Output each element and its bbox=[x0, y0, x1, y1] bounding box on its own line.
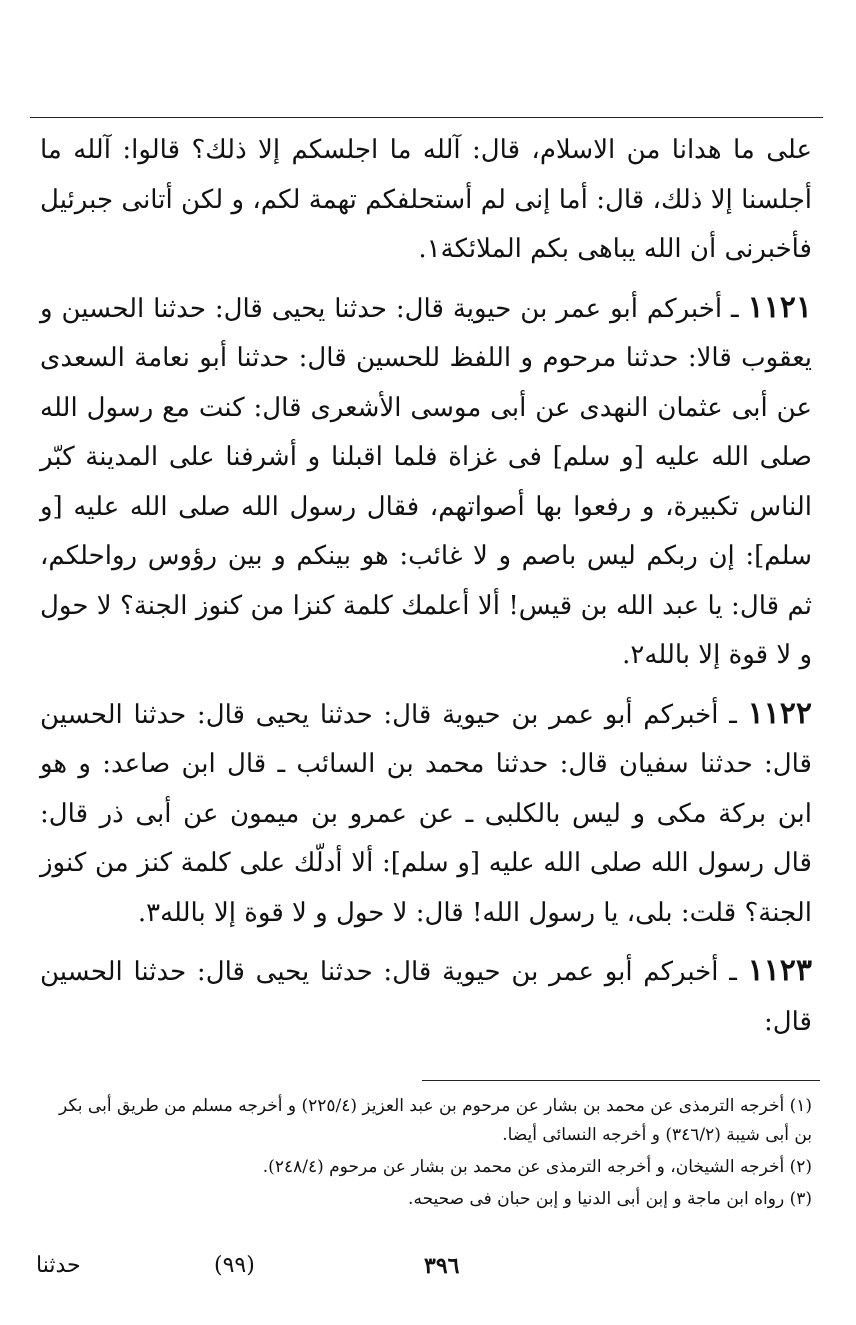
hadith-text: ـ أخبركم أبو عمر بن حيوية قال: حدثنا يحيى قال: حدثنا الحسين قال: bbox=[40, 957, 812, 1037]
page-number: ٣٩٦ bbox=[424, 1253, 460, 1279]
catchword: حدثنا bbox=[36, 1253, 81, 1278]
page-footer bbox=[36, 1253, 812, 1287]
paragraph-continuation bbox=[40, 126, 812, 275]
footnote-rule bbox=[422, 1080, 820, 1081]
hadith-number: ١١٢١ bbox=[747, 289, 812, 325]
footnote-3: (٣) رواه ابن ماجة و إبن أبى الدنيا و إبن حبان فى صحيحه. bbox=[408, 1189, 812, 1209]
hadith-1122 bbox=[40, 689, 812, 939]
signature-mark: (٩٩) bbox=[214, 1253, 255, 1278]
hadith-number: ١١٢٢ bbox=[747, 695, 813, 731]
hadith-text: ـ أخبركم أبو عمر بن حيوية قال: حدثنا يحيى قال: حدثنا الحسين و يعقوب قالا: حدثنا مرحوم و اللفظ للحسين قال: حدثنا أبو نعامة السعدى عن أبى عثمان النهدى عن أبى موسى الأشعرى قال: كنت مع رسول الله صلى الله عليه [و سلم] فى غزاة فلما اقبلنا و أشرفنا على المدينة كبّر الناس تكبيرة، و رفعوا بها أصواتهم، فقال رسول الله صلى الله عليه [و سلم]: إن ربكم ليس باصم و لا غائب: هو بينكم و بين رؤوس رواحلكم، ثم قال: يا عبد الله بن قيس! ألا أعلمك كلمة كنزا من كنوز الجنة؟ لا حول و لا قوة إلا بالله٢. bbox=[40, 293, 812, 670]
footnotes bbox=[36, 1092, 812, 1217]
footnote-2: (٢) أخرجه الشيخان، و أخرجه الترمذى عن محمد بن بشار عن مرحوم (٢٤٨/٤). bbox=[262, 1157, 812, 1177]
footnote-1: (١) أخرجه الترمذى عن محمد بن بشار عن مرحوم بن عبد العزيز (٢٢٥/٤) و أخرجه مسلم من طريق أبى بكر بن أبى شيبة (٣٤٦/٢) و أخرجه النسائى أيضا. bbox=[59, 1096, 812, 1145]
hadith-1123 bbox=[40, 946, 812, 1047]
hadith-number: ١١٢٣ bbox=[747, 953, 813, 988]
hadith-1121 bbox=[40, 283, 812, 681]
paragraph-text: على ما هدانا من الاسلام، قال: آلله ما اجلسكم إلا ذلك؟ قالوا: آلله ما أجلسنا إلا ذلك، قال: أما إنى لم أستحلفكم تهمة لكم، و لكن أتانى جبرئيل فأخبرنى أن الله يباهى بكم الملائكة١. bbox=[40, 135, 812, 264]
main-text bbox=[40, 126, 812, 1047]
hadith-text: ـ أخبركم أبو عمر بن حيوية قال: حدثنا يحيى قال: حدثنا الحسين قال: حدثنا سفيان قال: حدثنا محمد بن السائب ـ قال ابن صاعد: و هو ابن بركة مكى و ليس بالكلبى ـ عن عمرو بن ميمون عن أبى ذر قال: قال رسول الله صلى الله عليه [و سلم]: ألا أدلّك على كلمة كنز من كنوز الجنة؟ قلت: بلى، يا رسول الله! قال: لا حول و لا قوة إلا بالله٣. bbox=[40, 699, 812, 928]
header-rule bbox=[30, 117, 823, 118]
